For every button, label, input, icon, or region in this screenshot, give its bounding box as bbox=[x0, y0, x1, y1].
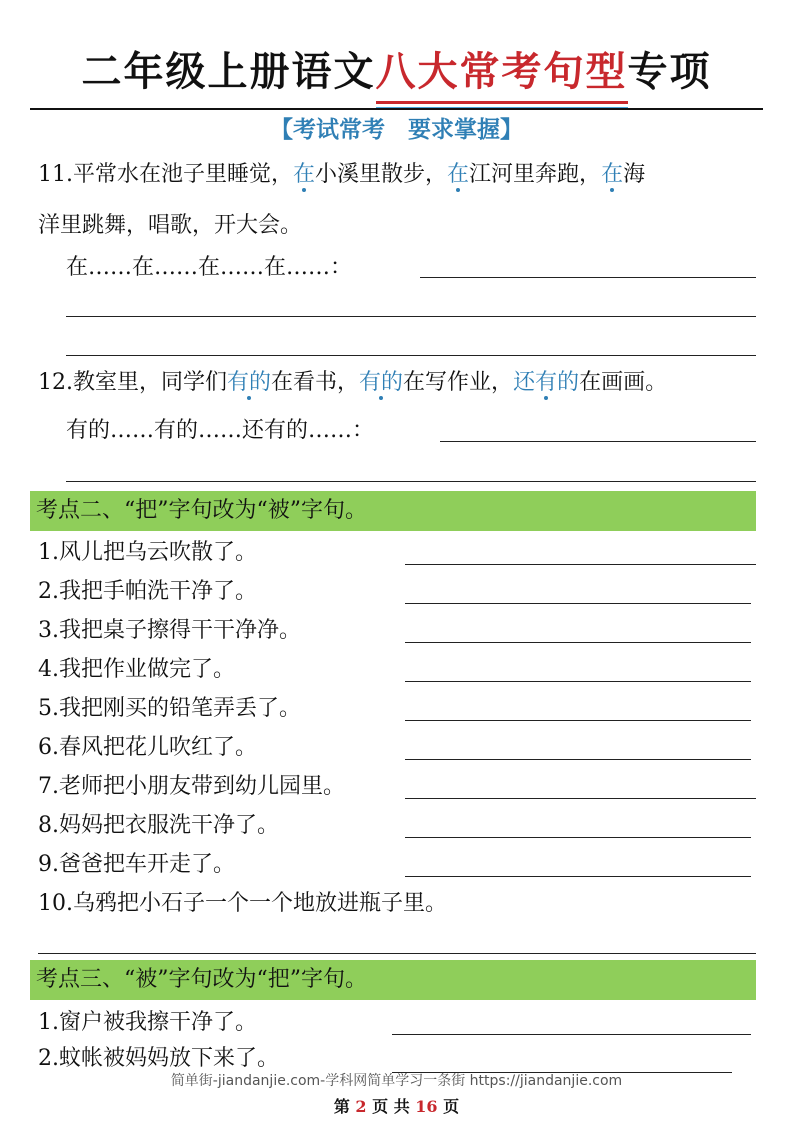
page-label-mid: 页 共 bbox=[372, 1097, 410, 1116]
s2-answer-line-8[interactable] bbox=[405, 837, 751, 838]
page-title bbox=[0, 44, 793, 100]
s2-answer-line-7[interactable] bbox=[405, 798, 756, 799]
q12-line1 bbox=[38, 368, 667, 398]
q11-line2: 洋里跳舞，唱歌，开大会。 bbox=[38, 213, 303, 238]
page-number bbox=[0, 1094, 793, 1117]
s2-item-10: 10.乌鸦把小石子一个一个地放进瓶子里。 bbox=[38, 891, 447, 916]
q11-answer-line-3[interactable] bbox=[66, 355, 756, 356]
s2-answer-line-1[interactable] bbox=[405, 564, 756, 565]
title-underline-red bbox=[376, 101, 628, 104]
q11-line1 bbox=[38, 160, 645, 190]
q12-text-1: 12.教室里，同学们 bbox=[38, 370, 227, 395]
q11-keyword-1: 在 bbox=[293, 162, 316, 187]
section2-heading: 考点二、“把”字句改为“被”字句。 bbox=[36, 498, 367, 523]
q12-answer-line-1[interactable] bbox=[440, 441, 756, 442]
s2-answer-line-9[interactable] bbox=[405, 876, 751, 877]
s2-item-7: 7.老师把小朋友带到幼儿园里。 bbox=[38, 774, 345, 799]
s2-item-1: 1.风儿把乌云吹散了。 bbox=[38, 540, 257, 565]
s2-answer-line-5[interactable] bbox=[405, 720, 751, 721]
page-total: 16 bbox=[415, 1097, 438, 1116]
page-subtitle: 【考试常考 要求掌握】 bbox=[270, 116, 523, 143]
header-divider bbox=[30, 108, 763, 110]
q12-answer-line-2[interactable] bbox=[66, 481, 756, 482]
q12-keyword-1: 有的 bbox=[227, 370, 272, 395]
title-highlight-text: 八大常考句型 bbox=[375, 49, 628, 95]
section2-heading-band bbox=[30, 491, 756, 531]
s2-answer-line-3[interactable] bbox=[405, 642, 751, 643]
s3-item-2: 2.蚊帐被妈妈放下来了。 bbox=[38, 1046, 279, 1071]
footer-url: 简单街-jiandanjie.com-学科网简单学习一条街 https://jiandanjie.com bbox=[170, 1073, 623, 1089]
q12-keyword-2: 有的 bbox=[359, 370, 404, 395]
q12-text-2: 在看书， bbox=[271, 370, 360, 395]
q11-answer-line-2[interactable] bbox=[66, 316, 756, 317]
s2-answer-line-6[interactable] bbox=[405, 759, 751, 760]
q11-text-1: 11.平常水在池子里睡觉， bbox=[38, 162, 293, 187]
s2-item-5: 5.我把刚买的铅笔弄丢了。 bbox=[38, 696, 301, 721]
s3-item-1: 1.窗户被我擦干净了。 bbox=[38, 1010, 257, 1035]
page-label-pre: 第 bbox=[333, 1097, 350, 1116]
s2-item-2: 2.我把手帕洗干净了。 bbox=[38, 579, 257, 604]
title-highlight bbox=[376, 44, 628, 100]
q12-prompt: 有的……有的……还有的……： bbox=[66, 418, 375, 443]
s2-item-9: 9.爸爸把车开走了。 bbox=[38, 852, 235, 877]
page-current: 2 bbox=[355, 1097, 367, 1116]
s2-item-6: 6.春风把花儿吹红了。 bbox=[38, 735, 257, 760]
s2-item-4: 4.我把作业做完了。 bbox=[38, 657, 235, 682]
q12-text-4: 在画画。 bbox=[579, 370, 668, 395]
s2-answer-line-4[interactable] bbox=[405, 681, 751, 682]
q12-text-3: 在写作业， bbox=[403, 370, 514, 395]
q11-keyword-2: 在 bbox=[447, 162, 470, 187]
page-label-post: 页 bbox=[443, 1097, 460, 1116]
q11-answer-line-1[interactable] bbox=[420, 277, 756, 278]
q11-prompt: 在……在……在……在……： bbox=[66, 255, 353, 280]
q11-keyword-3: 在 bbox=[601, 162, 624, 187]
section3-heading: 考点三、“被”字句改为“把”字句。 bbox=[36, 967, 367, 992]
s2-item-8: 8.妈妈把衣服洗干净了。 bbox=[38, 813, 279, 838]
q11-text-4: 海 bbox=[623, 162, 646, 187]
q12-keyword-3: 还有的 bbox=[513, 370, 580, 395]
title-suffix: 专项 bbox=[627, 49, 712, 95]
q11-text-2: 小溪里散步， bbox=[315, 162, 448, 187]
title-prefix: 二年级上册语文 bbox=[81, 49, 376, 95]
q11-text-3: 江河里奔跑， bbox=[469, 162, 602, 187]
s2-item-3: 3.我把桌子擦得干干净净。 bbox=[38, 618, 301, 643]
s3-answer-line-1[interactable] bbox=[392, 1034, 751, 1035]
s2-answer-line-2[interactable] bbox=[405, 603, 751, 604]
s2-answer-line-10[interactable] bbox=[38, 953, 756, 954]
section3-heading-band bbox=[30, 960, 756, 1000]
